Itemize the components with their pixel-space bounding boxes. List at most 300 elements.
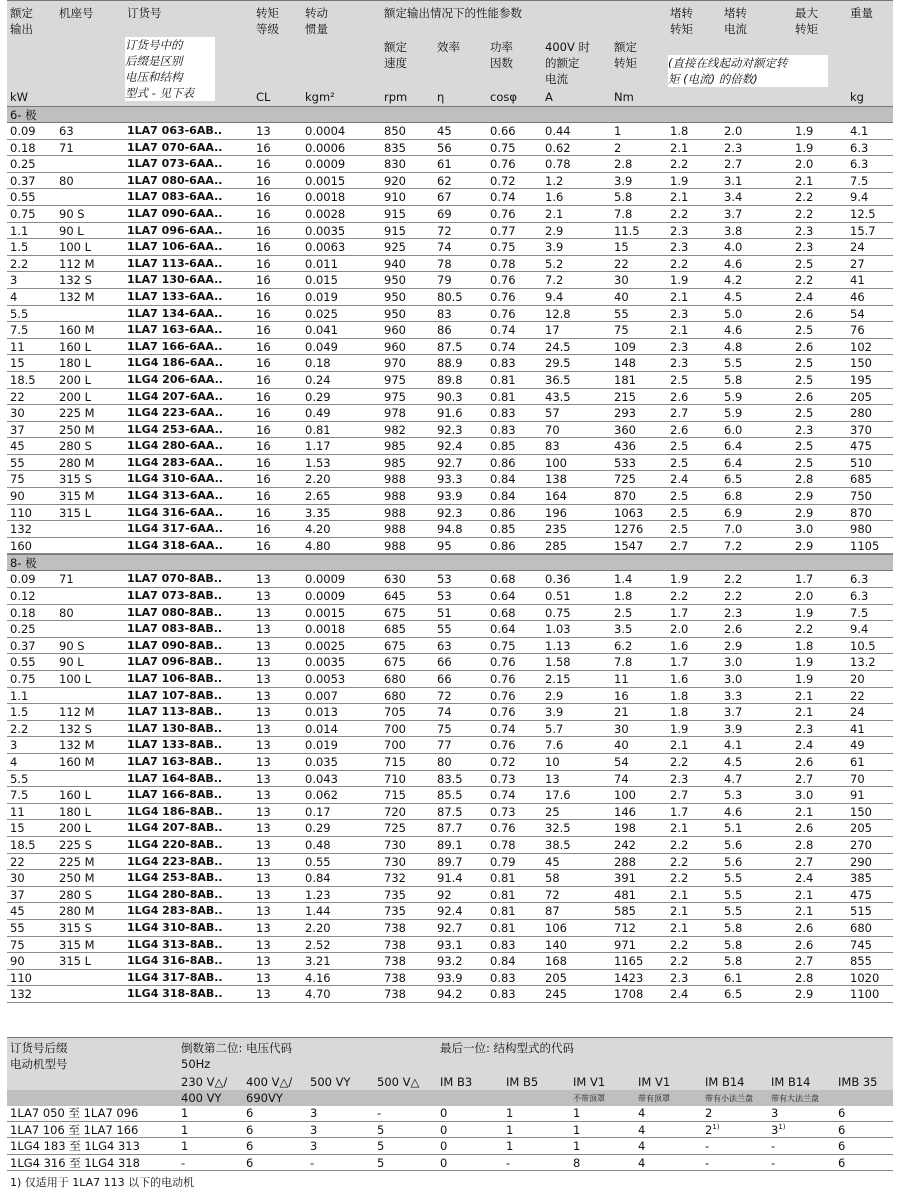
cell-max-torque: 1.9 [795,655,814,670]
cell-pf: 0.76 [490,688,516,703]
cell-locked-current: 4.6 [724,323,743,338]
cell-locked-torque: 2.3 [670,970,689,985]
cell-locked-current: 5.6 [724,837,743,852]
cell-speed: 850 [384,124,406,138]
table-row [7,721,893,738]
group-header: 6- 极 [7,106,893,123]
cell-order: 1LG4 317-6AA.. [127,522,223,536]
code-cell: 4 [638,1155,646,1170]
table-row [7,455,893,472]
table-row [7,787,893,804]
table-row [7,671,893,688]
cell-locked-torque: 2.2 [670,954,689,969]
cell-pf: 0.74 [490,721,516,736]
cell-locked-torque: 2.2 [670,256,689,271]
cell-power: 5.5 [10,771,29,786]
cell-rated-torque: 40 [614,289,629,304]
cell-locked-torque: 2.2 [670,157,689,172]
cell-current: 38.5 [545,837,571,852]
cell-frame: 112 M [59,256,95,271]
cell-torque-class: 16 [256,439,271,454]
cell-locked-current: 4.2 [724,273,743,288]
cell-weight: 385 [850,871,872,886]
cell-current: 87 [545,904,560,919]
cell-rated-torque: 436 [614,439,636,454]
cell-current: 13 [545,771,560,786]
cell-pf: 0.76 [490,206,516,221]
code-row [7,1155,893,1172]
cell-locked-torque: 2.3 [670,306,689,321]
cell-current: 106 [545,920,567,935]
cell-speed: 700 [384,738,406,753]
cell-rated-torque: 7.8 [614,206,633,221]
cell-rated-torque: 30 [614,273,629,288]
cell-inertia: 0.84 [305,871,331,886]
cell-power: 3 [10,738,18,753]
code-title-mount: 最后一位: 结构型式的代码 [440,1041,575,1055]
cell-weight: 76 [850,323,865,338]
cell-efficiency: 51 [437,605,452,620]
cell-efficiency: 78 [437,256,452,271]
cell-frame: 250 M [59,422,95,437]
cell-torque-class: 13 [256,754,271,769]
cell-speed: 910 [384,190,406,205]
cell-locked-torque: 2.6 [670,389,689,404]
cell-locked-current: 5.8 [724,372,743,387]
cell-efficiency: 93.9 [437,970,463,985]
cell-current: 70 [545,422,560,437]
cell-power: 90 [10,489,25,504]
cell-power: 3 [10,273,18,288]
cell-max-torque: 2.7 [795,771,814,786]
cell-locked-current: 6.9 [724,505,743,520]
cell-torque-class: 16 [256,140,271,155]
cell-power: 2.2 [10,721,29,736]
cell-inertia: 0.29 [305,389,331,404]
cell-current: 0.44 [545,124,571,138]
cell-locked-current: 4.6 [724,804,743,819]
cell-inertia: 0.0035 [305,655,346,670]
cell-order: 1LG4 223-8AB.. [127,854,223,868]
cell-locked-torque: 1.9 [670,173,689,188]
cell-power: 0.37 [10,638,36,653]
cell-frame: 250 M [59,871,95,886]
cell-order: 1LG4 207-8AB.. [127,821,223,835]
cell-locked-torque: 1.8 [670,688,689,703]
cell-inertia: 0.0028 [305,206,346,221]
cell-order: 1LA7 107-8AB.. [127,688,223,702]
unit-speed: rpm [384,90,408,104]
cell-rated-torque: 870 [614,489,636,504]
cell-inertia: 2.20 [305,920,331,935]
cell-locked-current: 6.8 [724,489,743,504]
header-locked-torque: 堵转 转矩 [670,6,693,36]
table-row [7,588,893,605]
unit-efficiency: η [437,90,445,104]
cell-inertia: 0.025 [305,306,338,321]
cell-pf: 0.76 [490,821,516,836]
code-cell: - [771,1155,776,1170]
code-col-header: 230 V△/ 400 VY [181,1075,228,1105]
cell-frame: 160 M [59,323,95,338]
cell-weight: 70 [850,771,865,786]
cell-current: 7.6 [545,738,564,753]
cell-inertia: 0.019 [305,289,338,304]
cell-order: 1LA7 133-6AA.. [127,289,223,303]
cell-pf: 0.84 [490,472,516,487]
cell-rated-torque: 3.5 [614,622,633,637]
cell-locked-current: 2.7 [724,157,743,172]
table-row [7,953,893,970]
cell-speed: 982 [384,422,406,437]
cell-speed: 680 [384,672,406,686]
cell-weight: 290 [850,854,872,869]
code-cell: 0 [440,1122,448,1137]
cell-torque-class: 13 [256,721,271,736]
cell-weight: 20 [850,672,865,686]
cell-efficiency: 86 [437,323,452,338]
cell-weight: 6.3 [850,157,869,172]
cell-pf: 0.86 [490,505,516,520]
cell-max-torque: 2.5 [795,256,814,271]
cell-frame: 160 L [59,788,92,803]
cell-speed: 915 [384,206,406,221]
cell-frame: 63 [59,124,74,138]
cell-torque-class: 16 [256,505,271,520]
cell-current: 245 [545,987,567,1002]
cell-rated-torque: 215 [614,389,636,404]
header-weight: 重量 [850,6,873,20]
cell-speed: 730 [384,837,406,852]
cell-order: 1LA7 130-8AB.. [127,721,223,735]
cell-speed: 988 [384,489,406,504]
cell-weight: 6.3 [850,140,869,155]
cell-efficiency: 91.6 [437,406,463,421]
cell-current: 205 [545,970,567,985]
cell-max-torque: 2.9 [795,489,814,504]
cell-locked-torque: 2.7 [670,538,689,553]
cell-inertia: 0.0009 [305,157,346,172]
cell-max-torque: 2.1 [795,904,814,919]
cell-inertia: 3.21 [305,954,331,969]
cell-max-torque: 2.4 [795,289,814,304]
cell-torque-class: 16 [256,339,271,354]
code-table-header [7,1037,893,1105]
table-row [7,372,893,389]
cell-frame: 225 M [59,406,95,421]
header-order-note: 订货号中的 后缀是区别 电压和结构 型式 - 见下表 [125,37,215,101]
cell-torque-class: 13 [256,655,271,670]
cell-locked-torque: 1.9 [670,273,689,288]
cell-order: 1LG4 283-8AB.. [127,904,223,918]
cell-inertia: 0.007 [305,688,338,703]
cell-torque-class: 13 [256,804,271,819]
code-cell: - [705,1139,710,1154]
cell-power: 37 [10,422,25,437]
cell-locked-current: 3.3 [724,688,743,703]
cell-efficiency: 72 [437,223,452,238]
cell-locked-current: 4.5 [724,289,743,304]
code-cell: 3 [310,1122,318,1137]
cell-frame: 280 S [59,439,92,454]
cell-order: 1LG4 207-6AA.. [127,389,223,403]
cell-torque-class: 13 [256,821,271,836]
cell-locked-current: 5.9 [724,389,743,404]
cell-efficiency: 87.7 [437,821,463,836]
cell-rated-torque: 1063 [614,505,644,520]
cell-power: 0.09 [10,572,36,587]
cell-locked-torque: 1.8 [670,124,689,138]
cell-pf: 0.66 [490,124,516,138]
code-subheader-band [7,1090,893,1106]
cell-current: 235 [545,522,567,537]
cell-torque-class: 16 [256,522,271,537]
cell-rated-torque: 74 [614,771,629,786]
cell-efficiency: 89.1 [437,837,463,852]
cell-power: 0.09 [10,124,36,138]
cell-locked-current: 7.2 [724,538,743,553]
cell-frame: 315 S [59,920,92,935]
cell-order: 1LA7 134-6AA.. [127,306,223,320]
table-row [7,771,893,788]
cell-weight: 10.5 [850,638,876,653]
cell-torque-class: 13 [256,589,271,604]
cell-inertia: 1.53 [305,455,331,470]
cell-efficiency: 74 [437,240,452,255]
cell-locked-torque: 1.9 [670,721,689,736]
code-row [7,1105,893,1122]
cell-efficiency: 92 [437,887,452,902]
cell-rated-torque: 585 [614,904,636,919]
cell-pf: 0.86 [490,455,516,470]
table-row [7,223,893,240]
cell-pf: 0.73 [490,804,516,819]
header-rated-torque: 额定 转矩 [614,40,637,70]
cell-frame: 180 L [59,804,92,819]
cell-efficiency: 74 [437,705,452,720]
cell-weight: 475 [850,439,872,454]
cell-current: 5.2 [545,256,564,271]
cell-efficiency: 66 [437,672,452,686]
code-col-header: IM B5 [506,1075,539,1089]
cell-efficiency: 85.5 [437,788,463,803]
cell-locked-torque: 2.2 [670,854,689,869]
cell-order: 1LG4 283-6AA.. [127,455,223,469]
cell-frame: 80 [59,173,74,188]
cell-weight: 7.5 [850,605,869,620]
cell-torque-class: 13 [256,854,271,869]
cell-order: 1LG4 313-8AB.. [127,937,223,951]
cell-locked-torque: 2.4 [670,987,689,1002]
cell-locked-torque: 2.2 [670,837,689,852]
cell-power: 0.18 [10,140,36,155]
cell-locked-torque: 2.1 [670,289,689,304]
cell-current: 1.6 [545,190,564,205]
cell-power: 1.5 [10,705,29,720]
cell-weight: 870 [850,505,872,520]
cell-locked-current: 2.6 [724,622,743,637]
code-title-left: 订货号后缀 电动机型号 [10,1041,68,1071]
cell-power: 45 [10,439,25,454]
cell-efficiency: 45 [437,124,452,138]
code-row-model: 1LA7 050 至 1LA7 096 [10,1106,139,1120]
cell-rated-torque: 1.4 [614,572,633,587]
cell-current: 57 [545,406,560,421]
cell-rated-torque: 30 [614,721,629,736]
cell-torque-class: 16 [256,173,271,188]
table-row [7,754,893,771]
footnote-mark: 1) [778,1122,786,1131]
cell-weight: 205 [850,389,872,404]
code-cell: - [771,1139,776,1154]
cell-order: 1LA7 073-8AB.. [127,589,223,603]
cell-current: 2.1 [545,206,564,221]
unit-power: kW [10,90,29,104]
code-cell: 1 [506,1106,514,1120]
cell-locked-current: 4.1 [724,738,743,753]
code-cell: - [377,1106,382,1120]
cell-max-torque: 1.9 [795,140,814,155]
cell-inertia: 0.013 [305,705,338,720]
cell-efficiency: 87.5 [437,339,463,354]
footnote: 1) 仅适用于 1LA7 113 以下的电动机 [10,1176,195,1189]
code-col-subnote: 不带顶罩 [573,1094,605,1103]
cell-rated-torque: 75 [614,323,629,338]
table-row [7,638,893,655]
cell-rated-torque: 360 [614,422,636,437]
cell-current: 17 [545,323,560,338]
cell-locked-current: 5.1 [724,821,743,836]
cell-efficiency: 53 [437,589,452,604]
cell-pf: 0.76 [490,655,516,670]
cell-locked-current: 6.1 [724,970,743,985]
cell-inertia: 1.17 [305,439,331,454]
cell-power: 30 [10,406,25,421]
header-rated-group: 额定输出情况下的性能参数 [384,6,522,20]
cell-efficiency: 92.7 [437,455,463,470]
cell-power: 30 [10,871,25,886]
cell-locked-current: 5.5 [724,871,743,886]
cell-efficiency: 55 [437,622,452,637]
cell-pf: 0.83 [490,422,516,437]
header-locked-current: 堵转 电流 [724,6,747,36]
cell-speed: 675 [384,655,406,670]
cell-efficiency: 69 [437,206,452,221]
cell-speed: 685 [384,622,406,637]
cell-max-torque: 2.1 [795,887,814,902]
cell-current: 72 [545,887,560,902]
cell-speed: 988 [384,505,406,520]
cell-max-torque: 2.3 [795,721,814,736]
cell-inertia: 0.0009 [305,572,346,587]
cell-current: 3.9 [545,705,564,720]
cell-rated-torque: 11 [614,672,629,686]
cell-inertia: 0.0009 [305,589,346,604]
cell-pf: 0.76 [490,157,516,172]
cell-locked-current: 5.3 [724,788,743,803]
cell-locked-current: 3.1 [724,173,743,188]
cell-inertia: 0.0053 [305,672,346,686]
cell-max-torque: 2.1 [795,173,814,188]
cell-torque-class: 13 [256,672,271,686]
cell-max-torque: 2.5 [795,439,814,454]
code-cell: 6 [838,1106,846,1120]
cell-torque-class: 16 [256,455,271,470]
cell-weight: 49 [850,738,865,753]
cell-order: 1LA7 166-6AA.. [127,339,223,353]
cell-locked-torque: 2.1 [670,904,689,919]
cell-current: 2.9 [545,223,564,238]
cell-locked-current: 2.9 [724,638,743,653]
cell-locked-current: 4.8 [724,339,743,354]
cell-speed: 700 [384,721,406,736]
cell-pf: 0.74 [490,339,516,354]
cell-pf: 0.74 [490,190,516,205]
table-row [7,605,893,622]
code-cell: 3$^{1)}$ [771,1122,786,1137]
header-order: 订货号 [127,6,162,20]
cell-max-torque: 2.3 [795,223,814,238]
code-col-header: 500 V△ [377,1075,420,1089]
cell-weight: 91 [850,788,865,803]
cell-frame: 132 S [59,721,92,736]
code-column-headers [7,1074,893,1106]
table-row [7,903,893,920]
cell-speed: 920 [384,173,406,188]
cell-efficiency: 93.2 [437,954,463,969]
cell-frame: 90 L [59,223,84,238]
cell-weight: 22 [850,688,865,703]
cell-frame: 280 S [59,887,92,902]
cell-weight: 510 [850,455,872,470]
cell-current: 58 [545,871,560,886]
cell-pf: 0.81 [490,887,516,902]
cell-speed: 720 [384,804,406,819]
cell-locked-current: 5.6 [724,854,743,869]
cell-power: 110 [10,505,32,520]
table-row [7,206,893,223]
header-speed: 额定 速度 [384,40,407,70]
code-cell: 4 [638,1106,646,1120]
code-col-subnote: 带有大法兰盘 [771,1094,819,1103]
cell-max-torque: 3.0 [795,788,814,803]
cell-frame: 160 M [59,754,95,769]
cell-frame: 225 M [59,854,95,869]
table-row [7,870,893,887]
cell-pf: 0.76 [490,306,516,321]
cell-rated-torque: 481 [614,887,636,902]
cell-locked-torque: 1.8 [670,705,689,720]
header-dol-note: (直接在线起动对额定转 矩 (电流) 的倍数) [668,55,828,87]
cell-pf: 0.72 [490,754,516,769]
cell-speed: 715 [384,788,406,803]
unit-pf: cosφ [490,90,517,104]
cell-rated-torque: 148 [614,356,636,371]
cell-pf: 0.75 [490,140,516,155]
cell-rated-torque: 100 [614,788,636,803]
cell-speed: 950 [384,273,406,288]
cell-inertia: 0.0006 [305,140,346,155]
cell-speed: 735 [384,904,406,919]
cell-efficiency: 92.4 [437,439,463,454]
cell-torque-class: 13 [256,622,271,637]
code-cell: 0 [440,1155,448,1170]
cell-speed: 732 [384,871,406,886]
code-col-header: IM V1 [638,1075,671,1089]
cell-frame: 315 S [59,472,92,487]
cell-efficiency: 90.3 [437,389,463,404]
cell-inertia: 0.29 [305,821,331,836]
